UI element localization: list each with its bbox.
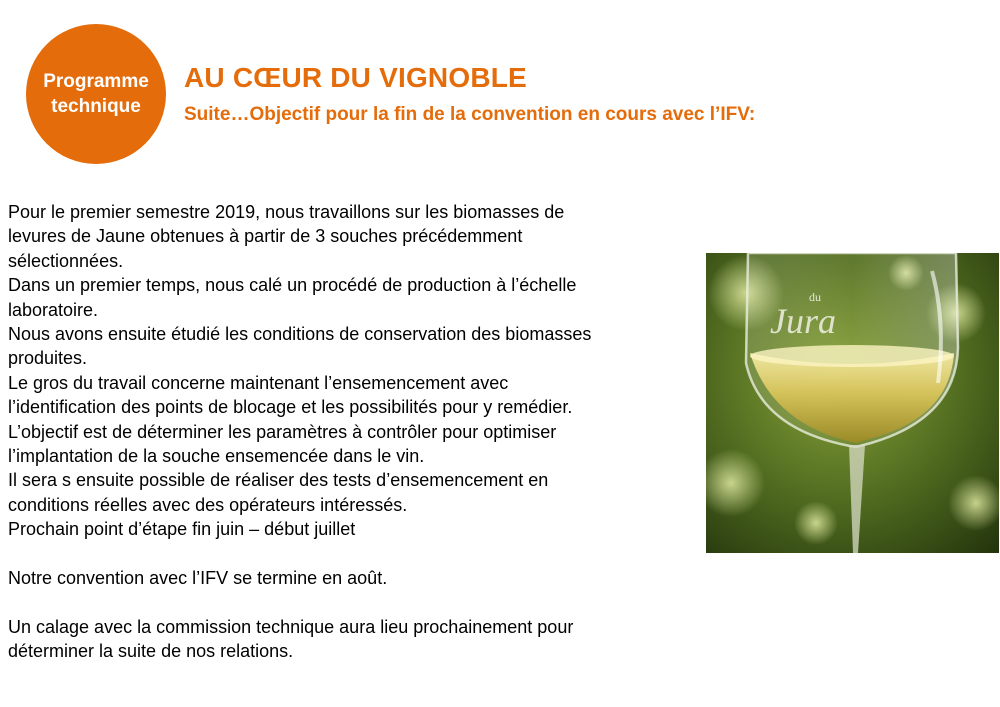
badge-line-2: technique xyxy=(51,96,141,117)
body-line: l’implantation de la souche ensemencée dans le vin. xyxy=(8,446,425,467)
badge-line-1: Programme xyxy=(43,71,149,92)
body-line: conditions réelles avec des opérateurs intéressés. xyxy=(8,494,408,515)
etched-text-jura: Jura xyxy=(770,301,836,341)
closing-line: Un calage avec la commission technique aura lieu prochainement pour xyxy=(8,616,574,637)
programme-technique-badge xyxy=(26,24,166,164)
body-line: Dans un premier temps, nous calé un procédé de production à l’échelle xyxy=(8,275,577,296)
body-text xyxy=(8,200,688,664)
body-line: levures de Jaune obtenues à partir de 3 souches précédemment xyxy=(8,226,523,247)
page-subtitle: Suite…Objectif pour la fin de la convention en cours avec l’IFV: xyxy=(184,104,756,125)
page-title: AU CŒUR DU VIGNOBLE xyxy=(184,62,527,93)
convention-line: Notre convention avec l’IFV se termine en août. xyxy=(8,568,388,589)
body-line: l’identification des points de blocage et les possibilités pour y remédier. xyxy=(8,397,573,418)
body-line: Le gros du travail concerne maintenant l’ensemencement avec xyxy=(8,372,509,393)
body-line: L’objectif est de déterminer les paramètres à contrôler pour optimiser xyxy=(8,421,557,442)
body-line: Prochain point d’étape fin juin – début juillet xyxy=(8,519,356,540)
body-line: laboratoire. xyxy=(8,299,99,320)
etched-text-du: du xyxy=(809,290,821,304)
wine-glass-illustration xyxy=(706,253,999,553)
body-line: Pour le premier semestre 2019, nous travaillons sur les biomasses de xyxy=(8,202,565,222)
paragraph-gap xyxy=(8,590,688,614)
body-line: Nous avons ensuite étudié les conditions de conservation des biomasses xyxy=(8,324,592,345)
body-line: Il sera s ensuite possible de réaliser des tests d’ensemencement en xyxy=(8,470,549,491)
paragraph-gap xyxy=(8,542,688,566)
closing-line: déterminer la suite de nos relations. xyxy=(8,641,294,662)
wine-glass-photo xyxy=(706,253,999,553)
body-line: sélectionnées. xyxy=(8,250,124,271)
body-line: produites. xyxy=(8,348,88,369)
